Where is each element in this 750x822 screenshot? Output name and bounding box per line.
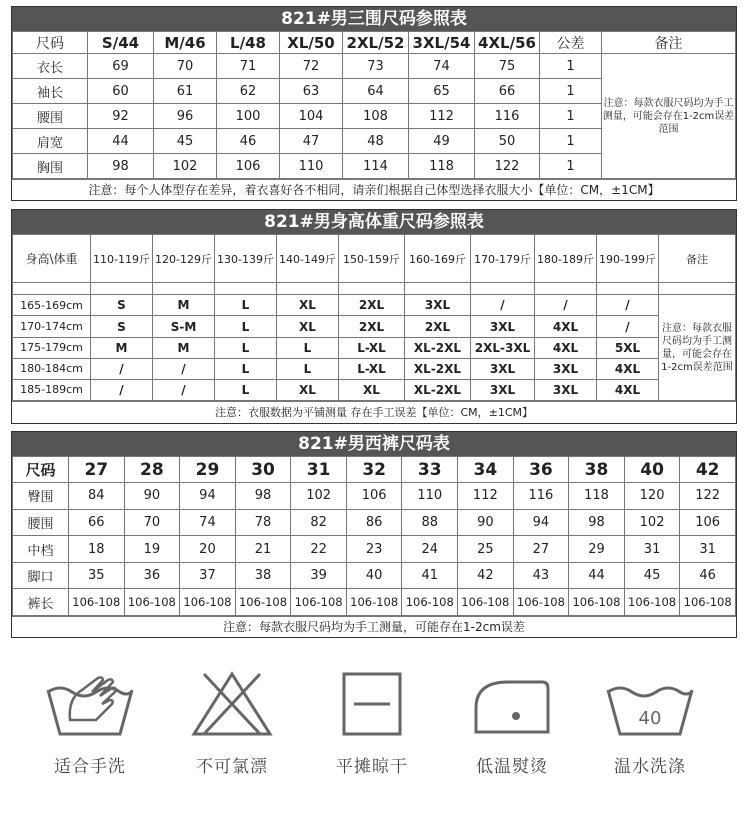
row-label: 袖长 xyxy=(13,79,88,104)
table-cell: 25 xyxy=(458,536,514,563)
table-cell: / xyxy=(471,295,535,316)
table-cell: 35 xyxy=(69,562,125,589)
table-cell: S-M xyxy=(153,316,215,337)
dry-flat-icon xyxy=(322,668,422,738)
table-cell: 42 xyxy=(458,562,514,589)
table-cell: 29 xyxy=(569,536,625,563)
table-cell: 3XL xyxy=(405,295,471,316)
table-cell: 74 xyxy=(180,509,236,536)
table-cell: 88 xyxy=(402,509,458,536)
table-cell: 75 xyxy=(475,54,540,79)
table-row xyxy=(13,536,736,563)
table-cell: 69 xyxy=(88,54,154,79)
row-label: 中档 xyxy=(13,536,69,563)
pants-size-table xyxy=(11,431,737,638)
care-label-dry-flat: 平摊晾干 xyxy=(336,757,408,777)
column-header: 2XL/52 xyxy=(343,32,409,54)
remark-cell: 注意：每款衣服尺码均为手工测量，可能会存在1-2cm误差范围 xyxy=(602,54,736,179)
spacer-row xyxy=(13,283,736,295)
column-header: 150-159斤 xyxy=(339,235,405,283)
table-cell: 22 xyxy=(291,536,347,563)
remark-cell: 注意：每款衣服尺码均为手工测量，可能会存在1-2cm误差范围 xyxy=(659,295,736,401)
table-cell: 70 xyxy=(124,509,180,536)
table-cell: S xyxy=(91,295,153,316)
column-header: 40 xyxy=(624,457,680,483)
table-cell: L xyxy=(215,316,277,337)
empty-cell xyxy=(597,283,659,295)
column-header: XL/50 xyxy=(280,32,343,54)
table-cell: 112 xyxy=(458,483,514,510)
table-row xyxy=(13,509,736,536)
table-cell: 78 xyxy=(235,509,291,536)
column-header: 备注 xyxy=(602,32,736,54)
wash-temp-text: 40 xyxy=(638,708,662,729)
care-label-low-iron: 低温熨烫 xyxy=(476,757,548,777)
table-cell: 82 xyxy=(291,509,347,536)
empty-cell xyxy=(659,283,736,295)
table-cell: 98 xyxy=(569,509,625,536)
table-cell: 48 xyxy=(343,129,409,154)
table-cell: M xyxy=(153,337,215,358)
empty-cell xyxy=(277,283,339,295)
column-header: 30 xyxy=(235,457,291,483)
table-cell: 100 xyxy=(217,104,280,129)
table-cell: 120 xyxy=(624,483,680,510)
table-cell: 84 xyxy=(69,483,125,510)
column-header: 备注 xyxy=(659,235,736,283)
table-row xyxy=(13,589,736,616)
table-cell: XL xyxy=(339,379,405,400)
table-cell: 116 xyxy=(513,483,569,510)
table-cell: 36 xyxy=(124,562,180,589)
table-cell: XL-2XL xyxy=(405,337,471,358)
table-cell: 66 xyxy=(475,79,540,104)
table-cell: 23 xyxy=(346,536,402,563)
column-header: 28 xyxy=(124,457,180,483)
table-row xyxy=(13,562,736,589)
table-cell: 118 xyxy=(409,154,475,179)
table-cell: XL xyxy=(277,295,339,316)
column-header: 34 xyxy=(458,457,514,483)
table-cell: S xyxy=(91,316,153,337)
table-cell: L xyxy=(215,358,277,379)
table-cell: 44 xyxy=(88,129,154,154)
row-label: 腰围 xyxy=(13,509,69,536)
table-cell: 106 xyxy=(217,154,280,179)
table-cell: / xyxy=(91,379,153,400)
table-cell: 112 xyxy=(409,104,475,129)
table-cell: 44 xyxy=(569,562,625,589)
table-cell: 3XL xyxy=(535,358,597,379)
empty-cell xyxy=(339,283,405,295)
table-cell: 40 xyxy=(346,562,402,589)
table-cell: 3XL xyxy=(471,316,535,337)
table-cell: 106-108 xyxy=(235,589,291,616)
table-cell: 106-108 xyxy=(680,589,736,616)
empty-cell xyxy=(153,283,215,295)
column-header: 尺码 xyxy=(13,32,88,54)
table-cell: 45 xyxy=(154,129,217,154)
row-label: 衣长 xyxy=(13,54,88,79)
table-row xyxy=(13,295,736,316)
table-cell: 49 xyxy=(409,129,475,154)
table-cell: 114 xyxy=(343,154,409,179)
table-cell: 27 xyxy=(513,536,569,563)
table-cell: 122 xyxy=(680,483,736,510)
column-header: L/48 xyxy=(217,32,280,54)
table-cell: 4XL xyxy=(597,358,659,379)
table-cell: 37 xyxy=(180,562,236,589)
empty-cell xyxy=(471,283,535,295)
column-header: 120-129斤 xyxy=(153,235,215,283)
table2-footer-note: 注意：衣服数据为平铺测量 存在手工误差【单位：CM，±1CM】 xyxy=(12,401,736,423)
column-header: 尺码 xyxy=(13,457,69,483)
table-cell: 116 xyxy=(475,104,540,129)
table-cell: 90 xyxy=(124,483,180,510)
table-cell: 2XL xyxy=(405,316,471,337)
column-header: 4XL/56 xyxy=(475,32,540,54)
empty-cell xyxy=(405,283,471,295)
table-cell: 39 xyxy=(291,562,347,589)
table-cell: 4XL xyxy=(535,337,597,358)
table-cell: XL-2XL xyxy=(405,358,471,379)
table-cell: 2XL xyxy=(339,316,405,337)
table-cell: 106-108 xyxy=(180,589,236,616)
table-row xyxy=(13,483,736,510)
care-instructions xyxy=(0,668,750,818)
table-cell: 70 xyxy=(154,54,217,79)
table3-footer-note: 注意：每款衣服尺码均为手工测量，可能存在1-2cm误差 xyxy=(12,616,736,637)
table-cell: 3XL xyxy=(471,379,535,400)
care-item-hand-wash xyxy=(30,668,150,777)
empty-cell xyxy=(13,283,91,295)
table-cell: 106-108 xyxy=(569,589,625,616)
table-cell: 64 xyxy=(343,79,409,104)
row-label: 脚口 xyxy=(13,562,69,589)
tolerance-cell: 1 xyxy=(540,154,602,179)
table-cell: 47 xyxy=(280,129,343,154)
column-header: 3XL/54 xyxy=(409,32,475,54)
size-table-height-weight xyxy=(11,209,737,424)
column-header: 27 xyxy=(69,457,125,483)
table-cell: / xyxy=(535,295,597,316)
row-label: 裤长 xyxy=(13,589,69,616)
column-header: 170-179斤 xyxy=(471,235,535,283)
column-header: 36 xyxy=(513,457,569,483)
table-cell: 106-108 xyxy=(402,589,458,616)
table-cell: 94 xyxy=(180,483,236,510)
table-cell: 73 xyxy=(343,54,409,79)
table-row xyxy=(13,358,736,379)
table-cell: 24 xyxy=(402,536,458,563)
table-header-row xyxy=(13,457,736,483)
table-row xyxy=(13,54,736,79)
row-label: 腰围 xyxy=(13,104,88,129)
column-header: S/44 xyxy=(88,32,154,54)
table-cell: 46 xyxy=(217,129,280,154)
table-cell: 106-108 xyxy=(69,589,125,616)
table-cell: / xyxy=(153,358,215,379)
table-cell: 62 xyxy=(217,79,280,104)
table3-grid xyxy=(12,456,736,616)
table-row xyxy=(13,337,736,358)
care-item-warm-wash xyxy=(590,668,710,777)
table-cell: M xyxy=(153,295,215,316)
table-cell: 92 xyxy=(88,104,154,129)
care-item-low-iron xyxy=(452,668,572,777)
table-cell: 41 xyxy=(402,562,458,589)
table-cell: 20 xyxy=(180,536,236,563)
table-cell: 104 xyxy=(280,104,343,129)
row-label: 肩宽 xyxy=(13,129,88,154)
table-cell: 106 xyxy=(680,509,736,536)
care-item-dry-flat xyxy=(312,668,432,777)
table-cell: 106-108 xyxy=(291,589,347,616)
empty-cell xyxy=(215,283,277,295)
table-cell: 118 xyxy=(569,483,625,510)
column-header: 29 xyxy=(180,457,236,483)
care-item-no-bleach xyxy=(172,668,292,777)
table-cell: 4XL xyxy=(597,379,659,400)
table-cell: 63 xyxy=(280,79,343,104)
table-cell: 74 xyxy=(409,54,475,79)
table-cell: 90 xyxy=(458,509,514,536)
table-cell: L xyxy=(215,337,277,358)
table-cell: M xyxy=(91,337,153,358)
table-cell: 31 xyxy=(624,536,680,563)
table-cell: L xyxy=(277,337,339,358)
table-row xyxy=(13,379,736,400)
tolerance-cell: 1 xyxy=(540,54,602,79)
table-cell: 96 xyxy=(154,104,217,129)
table-cell: 2XL-3XL xyxy=(471,337,535,358)
size-table-measurements xyxy=(11,6,737,201)
hand-wash-icon xyxy=(40,668,140,738)
no-bleach-icon xyxy=(182,668,282,738)
table-cell: 122 xyxy=(475,154,540,179)
table-cell: 98 xyxy=(235,483,291,510)
column-header: 190-199斤 xyxy=(597,235,659,283)
table-cell: / xyxy=(91,358,153,379)
table-cell: / xyxy=(597,295,659,316)
table-cell: 106 xyxy=(346,483,402,510)
row-label: 185-189cm xyxy=(13,379,91,400)
column-header: 110-119斤 xyxy=(91,235,153,283)
table-cell: 65 xyxy=(409,79,475,104)
warm-wash-icon xyxy=(600,668,700,738)
column-header: 公差 xyxy=(540,32,602,54)
table-header-row xyxy=(13,235,736,283)
table-cell: 86 xyxy=(346,509,402,536)
table-cell: 60 xyxy=(88,79,154,104)
row-label: 175-179cm xyxy=(13,337,91,358)
table-cell: 38 xyxy=(235,562,291,589)
table-cell: L xyxy=(215,379,277,400)
table3-title: 821#男西裤尺码表 xyxy=(12,432,736,456)
row-label: 臀围 xyxy=(13,483,69,510)
table-cell: 66 xyxy=(69,509,125,536)
table2-title: 821#男身高体重尺码参照表 xyxy=(12,210,736,234)
table-row xyxy=(13,316,736,337)
table-cell: 72 xyxy=(280,54,343,79)
low-iron-icon xyxy=(462,668,562,738)
table-cell: / xyxy=(597,316,659,337)
table-cell: L xyxy=(277,358,339,379)
table-cell: 71 xyxy=(217,54,280,79)
table-cell: 98 xyxy=(88,154,154,179)
table-cell: / xyxy=(153,379,215,400)
table1-footer-note: 注意：每个人体型存在差异，着衣喜好各不相同，请亲们根据自己体型选择衣服大小【单位：CM，±1CM】 xyxy=(12,179,736,201)
table-cell: XL-2XL xyxy=(405,379,471,400)
column-header: 160-169斤 xyxy=(405,235,471,283)
table-cell: L xyxy=(215,295,277,316)
row-label: 180-184cm xyxy=(13,358,91,379)
table1-grid xyxy=(12,31,736,179)
table-cell: 5XL xyxy=(597,337,659,358)
care-label-warm-wash: 温水洗涤 xyxy=(614,757,686,777)
table-cell: 45 xyxy=(624,562,680,589)
table-cell: 102 xyxy=(291,483,347,510)
column-header: 180-189斤 xyxy=(535,235,597,283)
table-cell: 94 xyxy=(513,509,569,536)
tolerance-cell: 1 xyxy=(540,104,602,129)
table-cell: 18 xyxy=(69,536,125,563)
table2-grid xyxy=(12,234,736,401)
column-header: 130-139斤 xyxy=(215,235,277,283)
table-cell: XL xyxy=(277,316,339,337)
table-cell: 106-108 xyxy=(458,589,514,616)
row-label: 170-174cm xyxy=(13,316,91,337)
column-header: 33 xyxy=(402,457,458,483)
column-header: 31 xyxy=(291,457,347,483)
table1-title: 821#男三围尺码参照表 xyxy=(12,7,736,31)
table-cell: 102 xyxy=(154,154,217,179)
table-cell: 46 xyxy=(680,562,736,589)
care-label-no-bleach: 不可氯漂 xyxy=(196,757,268,777)
table-cell: L-XL xyxy=(339,337,405,358)
table-cell: 3XL xyxy=(471,358,535,379)
table-cell: 61 xyxy=(154,79,217,104)
care-label-hand-wash: 适合手洗 xyxy=(54,757,126,777)
tolerance-cell: 1 xyxy=(540,79,602,104)
table-cell: 110 xyxy=(280,154,343,179)
table-cell: 106-108 xyxy=(513,589,569,616)
row-label: 胸围 xyxy=(13,154,88,179)
column-header: M/46 xyxy=(154,32,217,54)
table-header-row xyxy=(13,32,736,54)
table-cell: L-XL xyxy=(339,358,405,379)
table-cell: 4XL xyxy=(535,316,597,337)
table-cell: 43 xyxy=(513,562,569,589)
table-cell: XL xyxy=(277,379,339,400)
table-cell: 102 xyxy=(624,509,680,536)
column-header: 身高\体重 xyxy=(13,235,91,283)
table-cell: 108 xyxy=(343,104,409,129)
column-header: 42 xyxy=(680,457,736,483)
column-header: 38 xyxy=(569,457,625,483)
empty-cell xyxy=(535,283,597,295)
table-cell: 106-108 xyxy=(124,589,180,616)
table-cell: 110 xyxy=(402,483,458,510)
table-cell: 106-108 xyxy=(624,589,680,616)
table-cell: 31 xyxy=(680,536,736,563)
table-cell: 106-108 xyxy=(346,589,402,616)
table-cell: 3XL xyxy=(535,379,597,400)
column-header: 140-149斤 xyxy=(277,235,339,283)
table-cell: 50 xyxy=(475,129,540,154)
row-label: 165-169cm xyxy=(13,295,91,316)
column-header: 32 xyxy=(346,457,402,483)
table-cell: 2XL xyxy=(339,295,405,316)
table-cell: 19 xyxy=(124,536,180,563)
table-cell: 21 xyxy=(235,536,291,563)
tolerance-cell: 1 xyxy=(540,129,602,154)
empty-cell xyxy=(91,283,153,295)
